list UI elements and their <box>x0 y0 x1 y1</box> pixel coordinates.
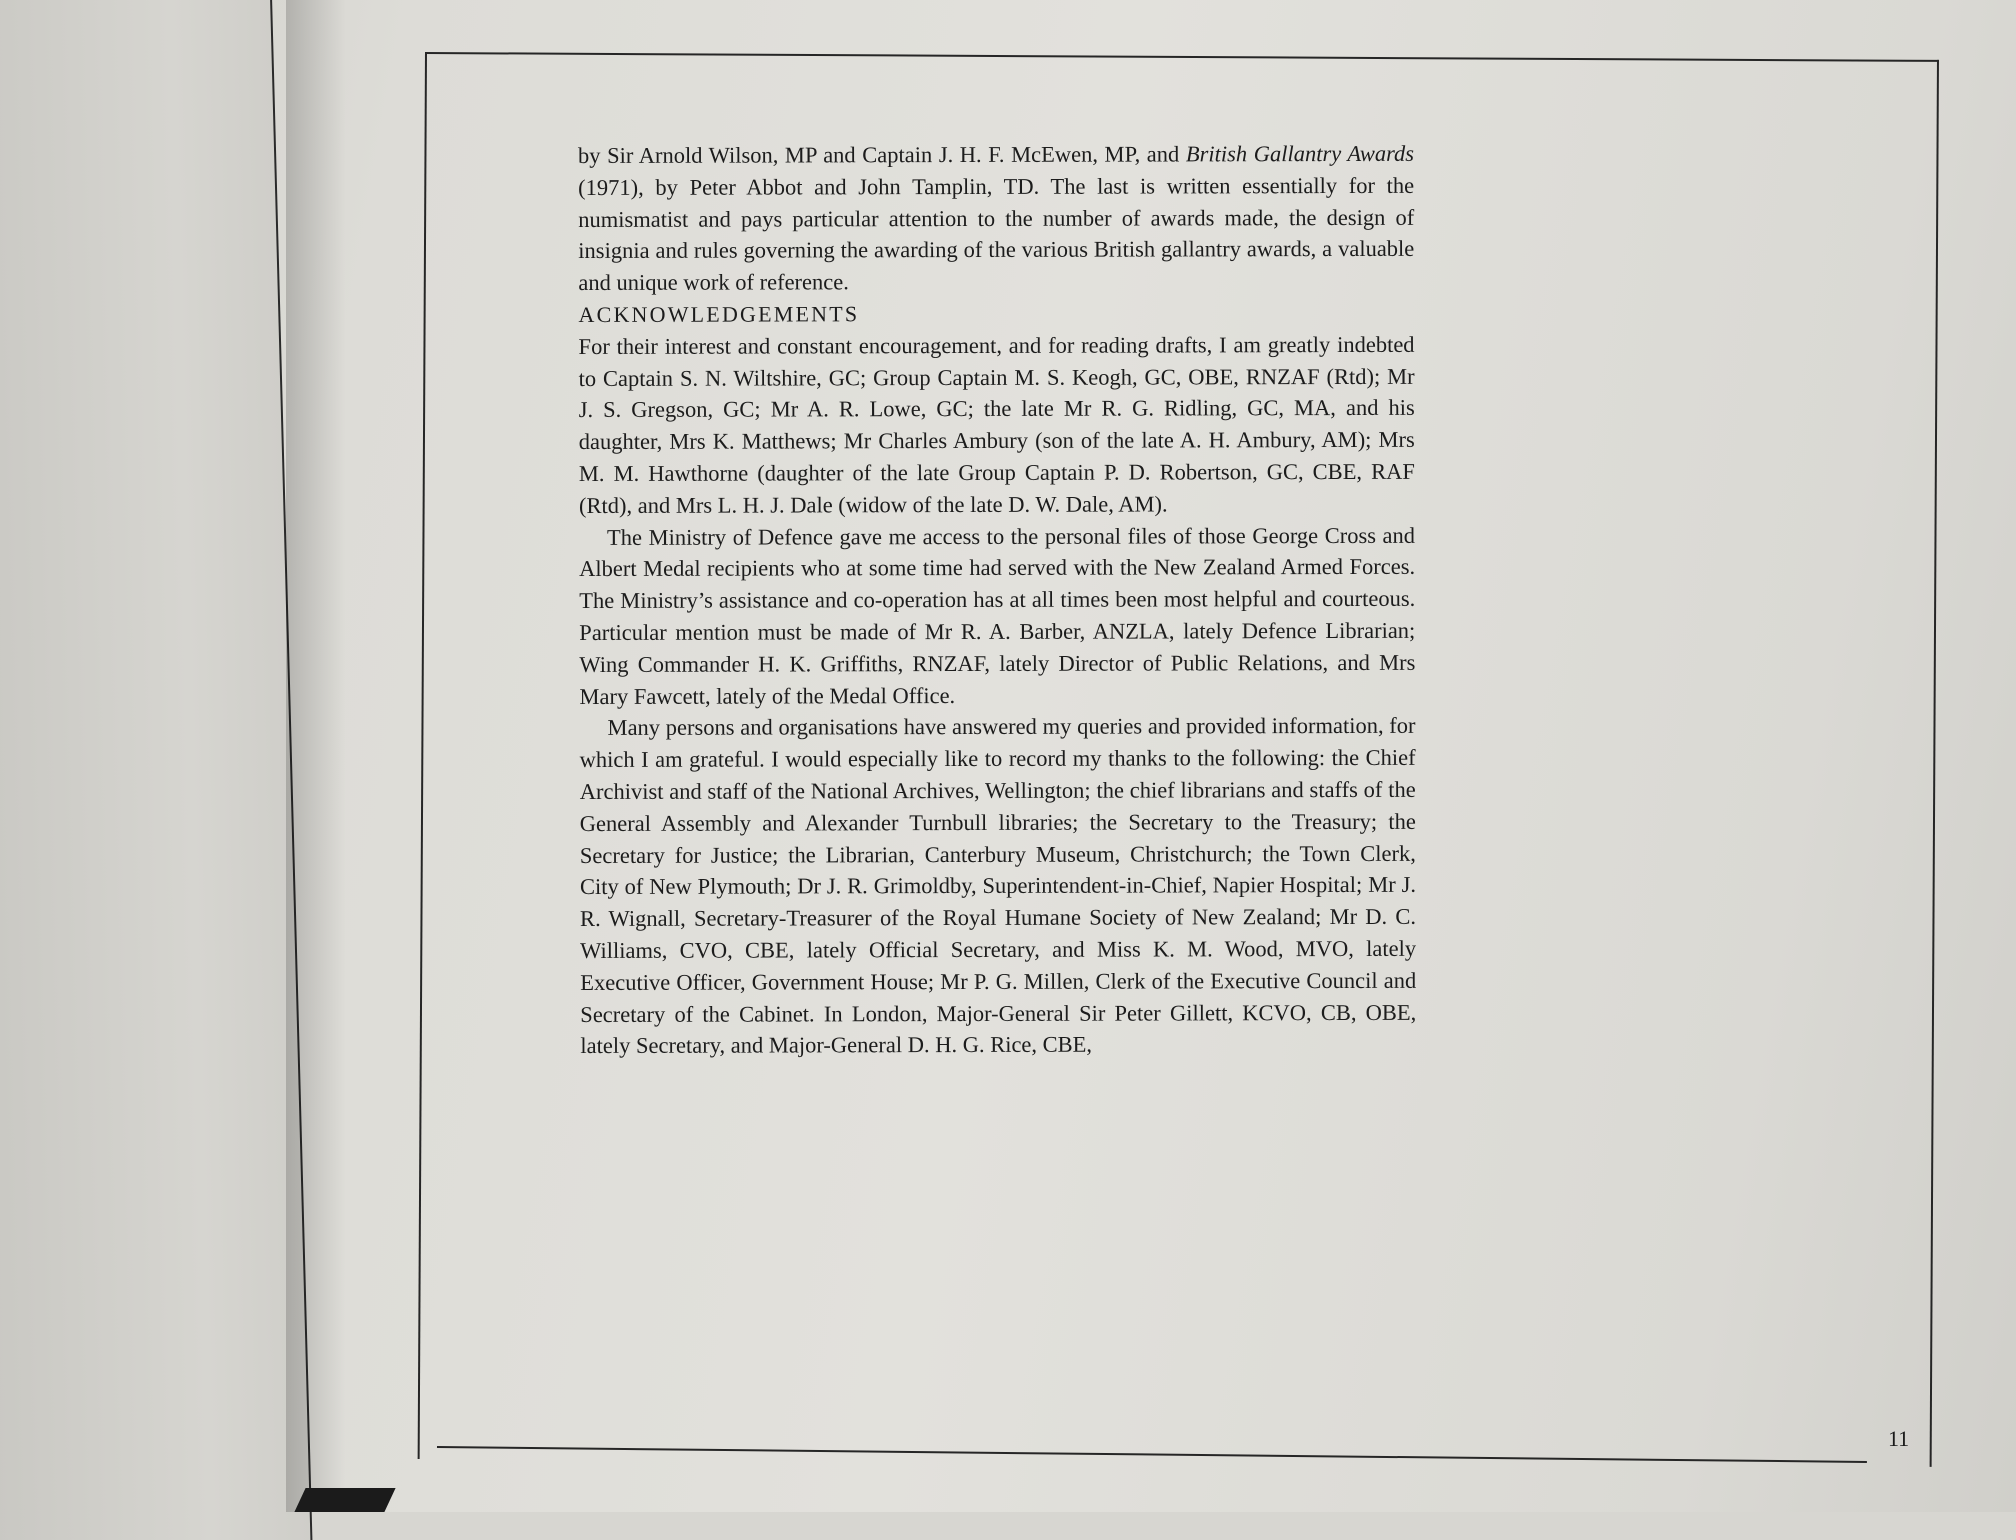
page-number: 11 <box>1888 1426 1910 1451</box>
acknowledgement-paragraph-2: The Ministry of Defence gave me access to the personal files of those George Cross and Albert Medal recipients who at some time had served with the New Zealand Armed Forces. The Ministry’s assistance and co-operation has at all times been most helpful and courteous. Particular mention must be made of Mr R. A. Barber, ANZLA, lately Defence Librarian; Wing Commander H. K. Griffiths, RNZAF, lately Director of Public Relations, and Mrs Mary Fawcett, lately of the Medal Office. <box>579 522 1416 709</box>
section-heading: ACKNOWLEDGEMENTS <box>578 301 860 327</box>
acknowledgement-paragraph-3: Many persons and organisations have answered my queries and provided information, for which I am grateful. I would especially like to record my thanks to the following: the Chief Archivist and staff of the National Archives, Wellington; the chief librarians and staffs of the General Assembly and Alexander Turnbull libraries; the Secretary to the Treasury; the Secretary for Justice; the Librarian, Canterbury Museum, Christchurch; the Town Clerk, City of New Plymouth; Dr J. R. Grimoldby, Superintendent-in-Chief, Napier Hospital; Mr J. R. Wignall, Secretary-Treasurer of the Royal Humane Society of New Zealand; Mr D. C. Williams, CVO, CBE, lately Official Secretary, and Miss K. M. Wood, MVO, lately Executive Officer, Government House; Mr P. G. Millen, Clerk of the Executive Council and Secretary of the Cabinet. In London, Major-General Sir Peter Gillett, KCVO, CB, OBE, lately Secretary, and Major-General D. H. G. Rice, CBE, <box>579 713 1417 1059</box>
left-page-edge <box>0 0 312 1540</box>
acknowledgement-paragraph-1: For their interest and constant encouragement, and for reading drafts, I am greatly indebted to Captain S. N. Wiltshire, GC; Group Captain M. S. Keogh, GC, OBE, RNZAF (Rtd); Mr J. S. Gregson, GC; Mr A. R. Lowe, GC; the late Mr R. G. Ridling, GC, MA, and his daughter, Mrs K. Matthews; Mr Charles Ambury (son of the late A. H. Ambury, AM); Mrs M. M. Hawthorne (daughter of the late Group Captain P. D. Robertson, GC, CBE, RAF (Rtd), and Mrs L. H. J. Dale (widow of the late D. W. Dale, AM). <box>578 331 1415 518</box>
intro-text-end: (1971), by Peter Abbot and John Tamplin, TD. The last is written essentially for the numismatist and pays particular attention to the number of awards made, the design of insignia and rules governing the awarding of the various British gallantry awards, a valuable and unique work of reference. <box>578 172 1415 296</box>
gutter-shadow <box>286 0 346 1512</box>
page-content <box>578 138 1416 1062</box>
book-title: British Gallantry Awards <box>1185 140 1415 167</box>
intro-text-start: by Sir Arnold Wilson, MP and Captain J. H. F. McEwen, MP, and <box>578 141 1180 168</box>
intro-paragraph <box>578 138 1414 299</box>
dark-corner <box>294 1488 395 1512</box>
